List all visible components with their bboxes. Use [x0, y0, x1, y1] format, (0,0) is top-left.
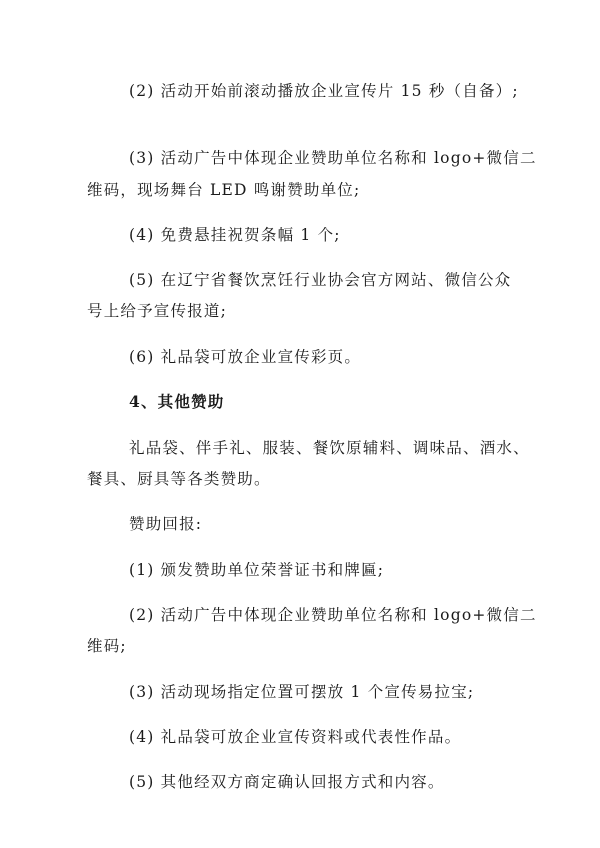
paragraph-gift-bag-materials: (4) 礼品袋可放企业宣传资料或代表性作品。 [129, 728, 462, 746]
paragraph-website-line2: 号上给予宣传报道; [87, 302, 228, 320]
paragraph-rollup-banner: (3) 活动现场指定位置可摆放 1 个宣传易拉宝; [129, 683, 475, 701]
paragraph-sponsor-rewards-label: 赞助回报: [129, 515, 203, 533]
paragraph-gift-bag-flyer: (6) 礼品袋可放企业宣传彩页。 [129, 348, 362, 366]
paragraph-sponsorship-types-line1: 礼品袋、伴手礼、服装、餐饮原辅料、调味品、酒水、 [129, 439, 530, 457]
paragraph-certificate-plaque: (1) 颁发赞助单位荣誉证书和牌匾; [129, 561, 385, 579]
paragraph-activity-video: (2) 活动开始前滚动播放企业宣传片 15 秒（自备）; [129, 82, 519, 100]
paragraph-other-rewards: (5) 其他经双方商定确认回报方式和内容。 [129, 773, 445, 791]
paragraph-sponsorship-types-line2: 餐具、厨具等各类赞助。 [87, 470, 271, 488]
paragraph-ad-logo-line2: 维码，现场舞台 LED 鸣谢赞助单位; [87, 181, 361, 199]
paragraph-banner: (4) 免费悬挂祝贺条幅 1 个; [129, 226, 341, 244]
paragraph-ad-logo2-line2: 维码; [87, 637, 127, 655]
paragraph-website-line1: (5) 在辽宁省餐饮烹饪行业协会官方网站、微信公众 [129, 271, 512, 289]
paragraph-ad-logo-line1: (3) 活动广告中体现企业赞助单位名称和 logo+微信二 [129, 149, 537, 167]
section-heading-other-sponsorship: 4、其他赞助 [129, 392, 225, 411]
paragraph-ad-logo2-line1: (2) 活动广告中体现企业赞助单位名称和 logo+微信二 [129, 606, 537, 624]
